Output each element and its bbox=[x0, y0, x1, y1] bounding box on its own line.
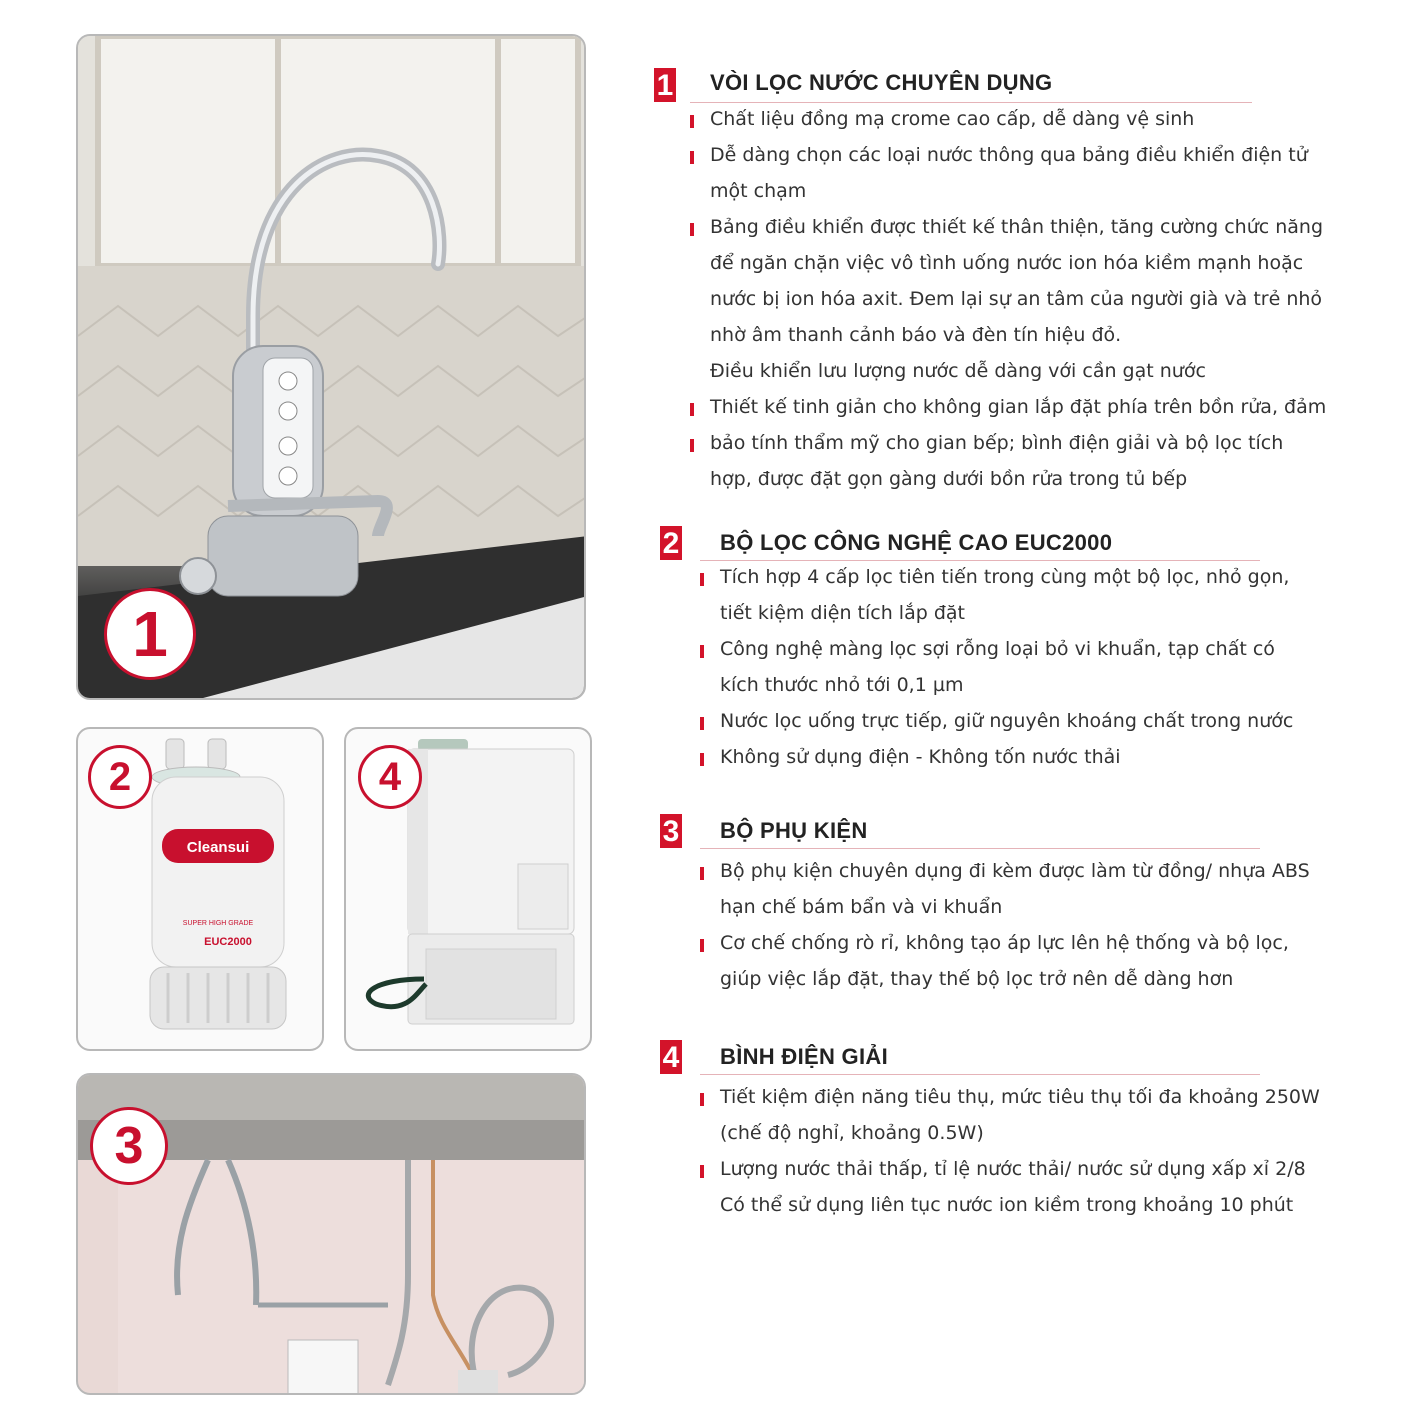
bullet-icon bbox=[690, 439, 694, 452]
section-1-line: nhờ âm thanh cảnh báo và đèn tín hiệu đỏ. bbox=[710, 324, 1122, 346]
bullet-icon bbox=[700, 1165, 704, 1178]
section-1-number: 1 bbox=[654, 68, 676, 102]
section-2-line: Nước lọc uống trực tiếp, giữ nguyên khoáng chất trong nước bbox=[720, 710, 1294, 732]
section-2-title: BỘ LỌC CÔNG NGHỆ CAO EUC2000 bbox=[720, 530, 1113, 555]
section-1-line: Bảng điều khiển được thiết kế thân thiện, tăng cường chức năng bbox=[710, 216, 1324, 238]
section-1-divider bbox=[690, 102, 1252, 103]
section-3-number: 3 bbox=[660, 814, 682, 848]
bullet-icon bbox=[700, 1093, 704, 1106]
section-1-line: để ngăn chặn việc vô tình uống nước ion hóa kiềm mạnh hoặc bbox=[710, 252, 1304, 274]
section-1-title: VÒI LỌC NƯỚC CHUYÊN DỤNG bbox=[710, 70, 1053, 95]
section-2-line: kích thước nhỏ tới 0,1 µm bbox=[720, 674, 964, 696]
section-4-title: BÌNH ĐIỆN GIẢI bbox=[720, 1044, 888, 1069]
bullet-icon bbox=[700, 573, 704, 586]
cartridge-grade-text: SUPER HIGH GRADE bbox=[182, 920, 254, 927]
section-3-line: Cơ chế chống rò rỉ, không tạo áp lực lên hệ thống và bộ lọc, bbox=[720, 932, 1289, 954]
bullet-icon bbox=[700, 939, 704, 952]
panel-4-number: 4 bbox=[358, 745, 422, 809]
bullet-icon bbox=[700, 753, 704, 766]
section-1-line: Dễ dàng chọn các loại nước thông qua bảng điều khiển điện tử bbox=[710, 144, 1308, 166]
panel-1-number: 1 bbox=[104, 588, 196, 680]
bullet-icon bbox=[690, 151, 694, 164]
section-1-line: một chạm bbox=[710, 180, 807, 202]
section-3-title: BỘ PHỤ KIỆN bbox=[720, 818, 868, 843]
section-1-line: Thiết kế tinh giản cho không gian lắp đặt phía trên bồn rửa, đảm bbox=[710, 396, 1327, 418]
bullet-icon bbox=[690, 223, 694, 236]
section-2-line: tiết kiệm diện tích lắp đặt bbox=[720, 602, 965, 624]
faucet-photo-panel bbox=[76, 34, 586, 700]
bullet-icon bbox=[690, 115, 694, 128]
section-3-divider bbox=[700, 848, 1260, 849]
section-2-line: Công nghệ màng lọc sợi rỗng loại bỏ vi khuẩn, tạp chất có bbox=[720, 638, 1275, 660]
section-1-line: bảo tính thẩm mỹ cho gian bếp; bình điện giải và bộ lọc tích bbox=[710, 432, 1284, 454]
accessories-photo-panel bbox=[76, 1073, 586, 1395]
section-1-line: Điều khiển lưu lượng nước dễ dàng với cần gạt nước bbox=[710, 360, 1206, 382]
bullet-icon bbox=[690, 403, 694, 416]
cartridge-photo-panel bbox=[76, 727, 324, 1051]
cartridge-brand-text: Cleansui bbox=[186, 839, 250, 856]
bullet-icon bbox=[700, 645, 704, 658]
section-1-line: nước bị ion hóa axit. Đem lại sự an tâm của người già và trẻ nhỏ bbox=[710, 288, 1323, 310]
section-2-line: Không sử dụng điện - Không tốn nước thải bbox=[720, 746, 1121, 768]
bullet-icon bbox=[700, 867, 704, 880]
section-3-line: Bộ phụ kiện chuyên dụng đi kèm được làm từ đồng/ nhựa ABS bbox=[720, 860, 1310, 882]
section-4-line: Lượng nước thải thấp, tỉ lệ nước thải/ nước sử dụng xấp xỉ 2/8 bbox=[720, 1158, 1306, 1180]
section-4-line: Tiết kiệm điện năng tiêu thụ, mức tiêu thụ tối đa khoảng 250W bbox=[720, 1086, 1320, 1108]
section-1-line: hợp, được đặt gọn gàng dưới bồn rửa trong tủ bếp bbox=[710, 468, 1188, 490]
section-4-line: (chế độ nghỉ, khoảng 0.5W) bbox=[720, 1122, 984, 1144]
bullet-icon bbox=[700, 717, 704, 730]
panel-3-number: 3 bbox=[90, 1107, 168, 1185]
section-4-number: 4 bbox=[660, 1040, 682, 1074]
section-4-line: Có thể sử dụng liên tục nước ion kiềm trong khoảng 10 phút bbox=[720, 1194, 1294, 1216]
section-2-divider bbox=[700, 560, 1260, 561]
section-2-number: 2 bbox=[660, 526, 682, 560]
electrolysis-unit-photo-panel bbox=[344, 727, 592, 1051]
section-1-line: Chất liệu đồng mạ crome cao cấp, dễ dàng vệ sinh bbox=[710, 108, 1195, 130]
panel-2-number: 2 bbox=[88, 745, 152, 809]
section-2-line: Tích hợp 4 cấp lọc tiên tiến trong cùng một bộ lọc, nhỏ gọn, bbox=[720, 566, 1290, 588]
section-3-line: hạn chế bám bẩn và vi khuẩn bbox=[720, 896, 1003, 918]
cartridge-model-text: EUC2000 bbox=[204, 936, 252, 948]
section-4-divider bbox=[700, 1074, 1260, 1075]
section-3-line: giúp việc lắp đặt, thay thế bộ lọc trở nên dễ dàng hơn bbox=[720, 968, 1234, 990]
